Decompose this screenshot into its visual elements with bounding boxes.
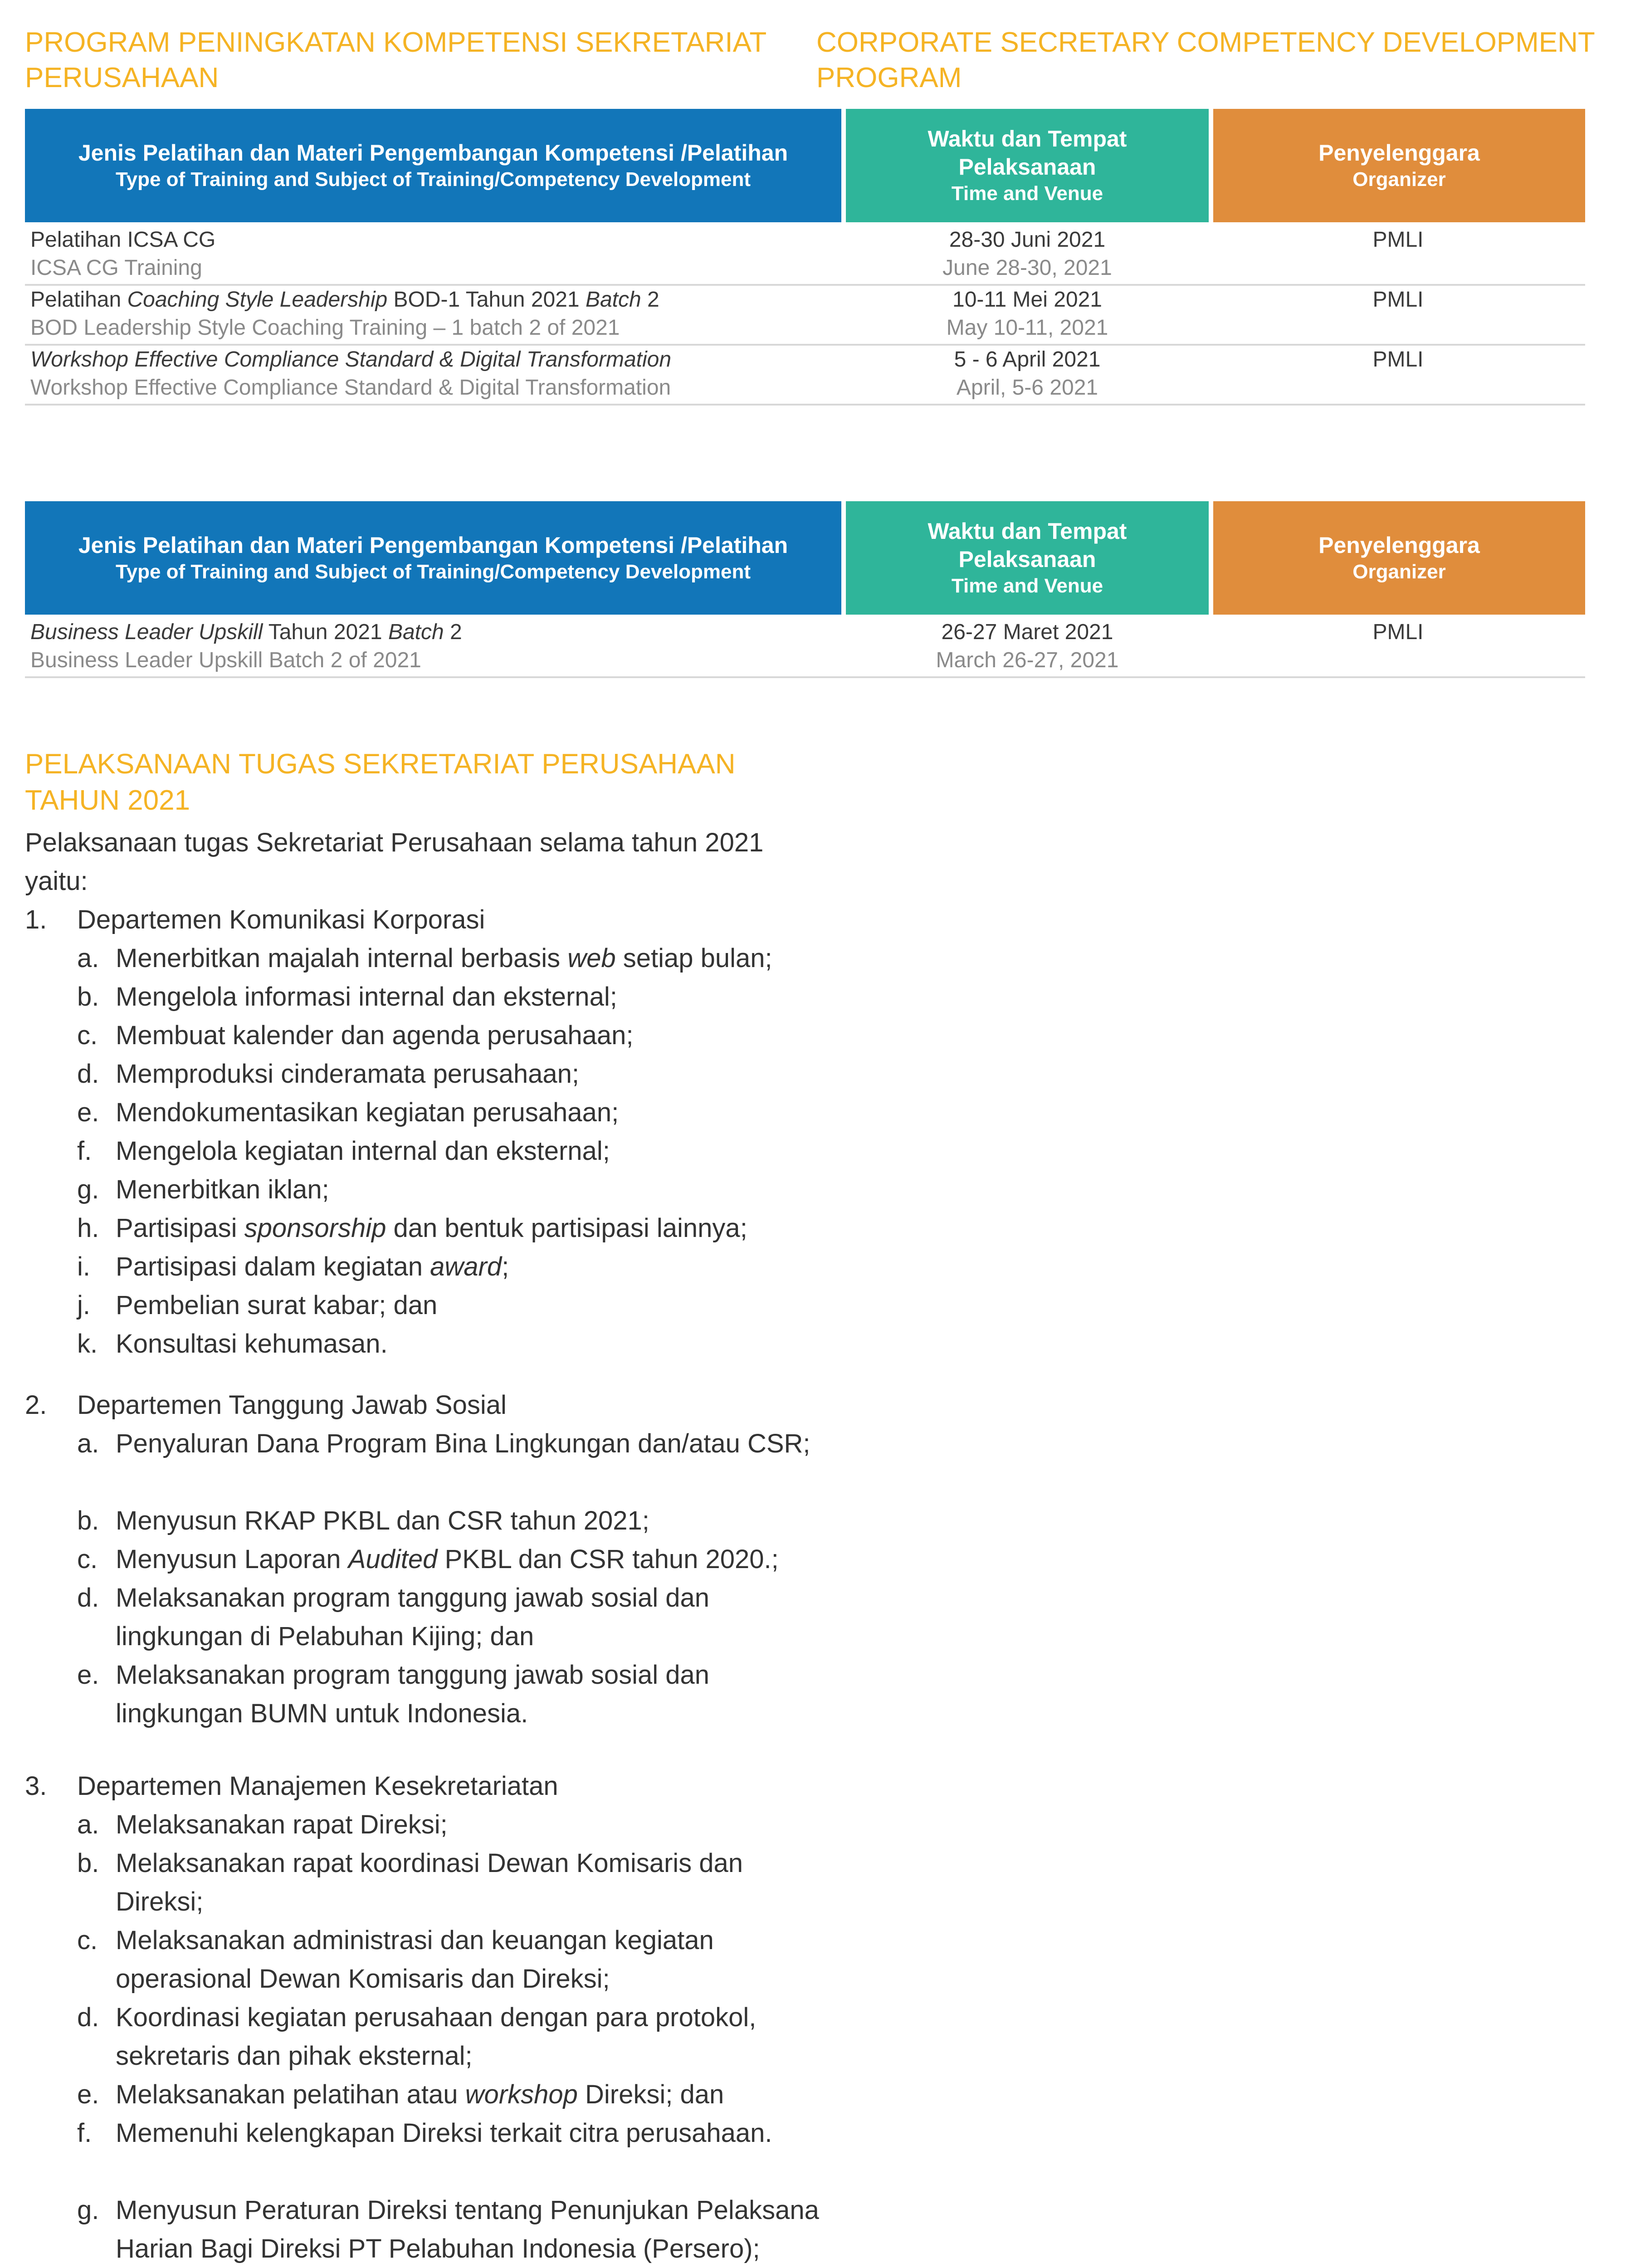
training-organizer: PMLI (1372, 288, 1424, 312)
training-title: Workshop Effective Compliance Standard & Digital Transformation (30, 347, 672, 371)
list-item-text: Melaksanakan program tanggung jawab sosial dan (116, 1660, 710, 1690)
text-segment: Menerbitkan majalah internal berbasis (116, 943, 568, 973)
list-letter: b. (77, 1848, 99, 1878)
training-date-en: April, 5-6 2021 (956, 376, 1098, 400)
list-letter: c. (77, 1545, 98, 1574)
list-item-text: Penyaluran Dana Program Bina Lingkungan dan/atau CSR; (116, 1429, 810, 1458)
heading-line: PERUSAHAAN (25, 62, 219, 93)
text-segment: award (430, 1252, 502, 1281)
list-item-text (116, 2075, 724, 2114)
intro-paragraph (25, 823, 796, 900)
col-header-time (844, 501, 1211, 615)
text-segment: Coaching Style Leadership (127, 288, 388, 312)
text-segment: Melaksanakan pelatihan atau (116, 2080, 465, 2109)
text-segment: sponsorship (244, 1213, 386, 1243)
text-segment: Pembelian surat kabar; dan (116, 1290, 438, 1320)
list-letter: e. (77, 2080, 99, 2109)
text-segment: workshop (465, 2080, 578, 2109)
col-header-training (25, 501, 844, 615)
department-title: Departemen Tanggung Jawab Sosial (77, 1390, 507, 1420)
list-item-text (116, 939, 772, 978)
list-item-text: Direksi; (116, 1887, 204, 1916)
text-segment: web (567, 943, 616, 973)
heading-line: PROGRAM PENINGKATAN KOMPETENSI SEKRETARIAT (25, 27, 767, 58)
list-item-text (116, 978, 617, 1016)
list-letter: c. (77, 1926, 98, 1955)
table-row (25, 345, 1585, 405)
training-title (30, 286, 844, 314)
list-item-text: Harian Bagi Direksi PT Pelabuhan Indonesia (Persero); (116, 2234, 760, 2263)
heading-line: CORPORATE SECRETARY COMPETENCY DEVELOPMENT (816, 27, 1595, 58)
list-item-text: operasional Dewan Komisaris dan Direksi; (116, 1964, 610, 1994)
list-letter: e. (77, 1098, 99, 1127)
text-segment: Menyusun Laporan (116, 1545, 348, 1574)
list-item-text: Melaksanakan rapat Direksi; (116, 1810, 448, 1839)
text-segment: Tahun 2021 (263, 620, 388, 644)
list-letter: g. (77, 1175, 99, 1204)
col-header-main: Pelaksanaan (958, 547, 1096, 572)
training-table-1 (25, 109, 1585, 406)
text-segment: ; (502, 1252, 509, 1281)
list-item-text: Menyusun RKAP PKBL dan CSR tahun 2021; (116, 1506, 649, 1535)
list-letter: d. (77, 2003, 99, 2032)
training-title (30, 618, 844, 646)
list-letter: f. (77, 2118, 92, 2148)
list-item-text: Melaksanakan program tanggung jawab sosial dan (116, 1583, 710, 1613)
col-header-sub: Time and Venue (951, 182, 1103, 205)
text-segment: Audited (348, 1545, 438, 1574)
training-title: Pelatihan ICSA CG (30, 228, 216, 252)
text-segment: Pelatihan (30, 288, 127, 312)
table-row (25, 615, 1585, 677)
list-item-text (116, 1286, 437, 1325)
col-header-training (25, 109, 844, 222)
col-header-main: Waktu dan Tempat (928, 126, 1127, 152)
col-header-organizer (1211, 501, 1585, 615)
text-segment: Menerbitkan iklan; (116, 1175, 329, 1204)
department-number: 2. (25, 1390, 47, 1420)
col-header-main: Jenis Pelatihan dan Materi Pengembangan Kompetensi /Pelatihan (78, 533, 788, 558)
training-date: 10-11 Mei 2021 (952, 288, 1102, 312)
list-letter: h. (77, 1213, 99, 1243)
col-header-sub: Type of Training and Subject of Training/Competency Development (115, 561, 751, 583)
list-letter: d. (77, 1583, 99, 1613)
intro-line: Pelaksanaan tugas Sekretariat Perusahaan selama tahun 2021 (25, 828, 764, 857)
heading-line: PELAKSANAAN TUGAS SEKRETARIAT PERUSAHAAN (25, 748, 736, 780)
list-item-text: Menyusun Peraturan Direksi tentang Penunjukan Pelaksana (116, 2195, 819, 2225)
text-segment: BOD-1 Tahun 2021 (387, 288, 586, 312)
text-segment: 2 (444, 620, 462, 644)
text-segment: setiap bulan; (615, 943, 772, 973)
list-letter: a. (77, 943, 99, 973)
text-segment: Partisipasi (116, 1213, 244, 1243)
heading-line: PROGRAM (816, 62, 962, 93)
text-segment: PKBL dan CSR tahun 2020.; (437, 1545, 779, 1574)
table-row (25, 222, 1585, 285)
text-segment: Business Leader Upskill (30, 620, 263, 644)
list-item-text: lingkungan di Pelabuhan Kijing; dan (116, 1622, 534, 1651)
col-header-main: Penyelenggara (1318, 533, 1480, 558)
training-organizer: PMLI (1372, 347, 1424, 371)
training-title-en: ICSA CG Training (30, 256, 202, 280)
list-item-text: Melaksanakan rapat koordinasi Dewan Komisaris dan (116, 1848, 743, 1878)
department-title: Departemen Manajemen Kesekretariatan (77, 1771, 558, 1801)
col-header-sub: Type of Training and Subject of Training/Competency Development (115, 168, 751, 191)
col-header-main: Jenis Pelatihan dan Materi Pengembangan Kompetensi /Pelatihan (78, 140, 788, 166)
text-segment: Mengelola kegiatan internal dan eksternal; (116, 1136, 610, 1166)
section-title-id (25, 25, 796, 96)
list-letter: d. (77, 1059, 99, 1089)
list-item-text: sekretaris dan pihak eksternal; (116, 2041, 473, 2071)
department-title: Departemen Komunikasi Korporasi (77, 905, 485, 934)
training-date-en: March 26-27, 2021 (936, 648, 1119, 672)
col-header-sub: Organizer (1352, 168, 1446, 191)
list-letter: g. (77, 2195, 99, 2225)
text-segment: Batch (388, 620, 444, 644)
list-item-text: Melaksanakan administrasi dan keuangan kegiatan (116, 1926, 714, 1955)
training-date: 28-30 Juni 2021 (949, 228, 1106, 252)
list-item-text (116, 1325, 388, 1363)
training-date-en: June 28-30, 2021 (942, 256, 1112, 280)
list-item-text (116, 1055, 579, 1093)
col-header-main: Waktu dan Tempat (928, 518, 1127, 544)
text-segment: Partisipasi dalam kegiatan (116, 1252, 430, 1281)
list-letter: a. (77, 1810, 99, 1839)
col-header-main: Penyelenggara (1318, 140, 1480, 166)
col-header-sub: Time and Venue (951, 575, 1103, 597)
department-number: 1. (25, 905, 47, 934)
training-organizer: PMLI (1372, 620, 1424, 644)
col-header-main: Pelaksanaan (958, 154, 1096, 180)
list-letter: i. (77, 1252, 90, 1281)
list-letter: f. (77, 1136, 92, 1166)
section-title-en (816, 25, 1610, 96)
list-letter: b. (77, 982, 99, 1012)
text-segment: Membuat kalender dan agenda perusahaan; (116, 1021, 634, 1050)
training-date: 5 - 6 April 2021 (954, 347, 1101, 371)
text-segment: Mengelola informasi internal dan eksternal; (116, 982, 617, 1012)
training-organizer: PMLI (1372, 228, 1424, 252)
col-header-time (844, 109, 1211, 222)
table-row (25, 285, 1585, 345)
tasks-heading (25, 746, 819, 819)
training-date: 26-27 Maret 2021 (941, 620, 1113, 644)
text-segment: Konsultasi kehumasan. (116, 1329, 388, 1359)
text-segment: Memproduksi cinderamata perusahaan; (116, 1059, 579, 1089)
list-item-text (116, 1093, 619, 1132)
text-segment: dan bentuk partisipasi lainnya; (386, 1213, 747, 1243)
list-item-text (116, 1170, 329, 1209)
list-letter: b. (77, 1506, 99, 1535)
list-letter: e. (77, 1660, 99, 1690)
text-segment: Mendokumentasikan kegiatan perusahaan; (116, 1098, 619, 1127)
text-segment: Batch (585, 288, 641, 312)
department-number: 3. (25, 1771, 47, 1801)
list-letter: a. (77, 1429, 99, 1458)
intro-line: yaitu: (25, 866, 88, 896)
list-item-text (116, 1247, 509, 1286)
list-letter: k. (77, 1329, 98, 1359)
col-header-organizer (1211, 109, 1585, 222)
training-table-2 (25, 501, 1585, 678)
heading-line: TAHUN 2021 (25, 785, 190, 816)
training-title-en: BOD Leadership Style Coaching Training – 1 batch 2 of 2021 (30, 316, 620, 340)
list-item-text (116, 1209, 747, 1247)
training-title-en: Business Leader Upskill Batch 2 of 2021 (30, 648, 421, 672)
list-item-text: lingkungan BUMN untuk Indonesia. (116, 1699, 528, 1728)
list-item-text (116, 1016, 634, 1055)
training-date-en: May 10-11, 2021 (946, 316, 1108, 340)
list-item-text (116, 1132, 610, 1170)
list-item-text (116, 1540, 779, 1579)
list-item-text: Koordinasi kegiatan perusahaan dengan para protokol, (116, 2003, 757, 2032)
text-segment: 2 (641, 288, 659, 312)
col-header-sub: Organizer (1352, 561, 1446, 583)
list-letter: j. (77, 1290, 90, 1320)
list-letter: c. (77, 1021, 98, 1050)
list-item-text: Memenuhi kelengkapan Direksi terkait citra perusahaan. (116, 2118, 772, 2148)
text-segment: Direksi; dan (577, 2080, 724, 2109)
training-title-en: Workshop Effective Compliance Standard & Digital Transformation (30, 376, 671, 400)
